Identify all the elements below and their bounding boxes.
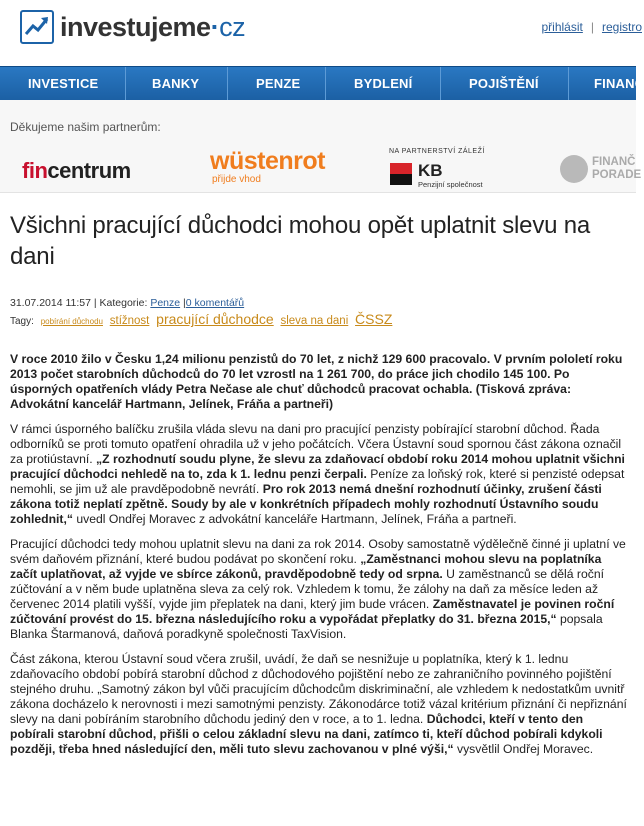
nav-divider bbox=[440, 67, 441, 101]
article-paragraph: Pracující důchodci tedy mohou uplatnit slevu na dani za rok 2014. Osoby samostatně výdělečně činné ji uplatní ve svém daňovém přiznání, které budou podávat po skončení roku. „Zaměstnanci mohou slevu na poplatníka začít uplatňovat, až vyjde ve sbírce zákonů, pravděpodobně tedy od srpna. U zaměstnanců se dělá roční zúčtování a v něm bude uplatněna sleva za celý rok. Vzhledem k tomu, že zálohy na daň za měsíce leden až červenec 2014 platili vyšší, vyjde jim přeplatek na dani, který jim bude vrácen. Zaměstnavatel je povinen roční zúčtování provést do 15. března následujícího roku a vypořádat přeplatky do 31. března 2015,“ popsala Blanka Štarmanová, daňová poradkyně společnosti TaxVision. bbox=[10, 537, 626, 641]
main-navigation bbox=[0, 66, 644, 101]
kb-subtitle: Penzijní společnost bbox=[418, 180, 483, 189]
article-paragraph: V rámci úsporného balíčku zrušila vláda slevu na dani pro pracující penzisty pobírající starobní důchod. Řada odborníků se proti tomuto opatření ohradila už v jeho počátcích. Včera Ústavní soud spornou část zákona označil za protiústavní. „Z rozhodnutí soudu plyne, že slevu za zdaňovací období roku 2014 mohou uplatnit všichni pracující důchodci nehledě na to, zda k 1. lednu penzi čerpali. Peníze za loňský rok, které si penzisté odepsat nemohli, se jim už ale pravděpodobně nevrátí. Pro rok 2013 nemá dnešní rozhodnutí účinky, zrušení části zákona totiž neplatí zpětně. Soudy by ale v konkrétních případech mohly rozhodnutí Ústavního soudu zohlednit,“ uvedl Ondřej Moravec z advokátní kanceláře Hartmann, Jelínek, Fráňa a partneři. bbox=[10, 422, 625, 526]
nav-divider bbox=[568, 67, 569, 101]
article-paragraph: Část zákona, kterou Ústavní soud včera zrušil, uvádí, že daň se nesnižuje u poplatníka, který k 1. lednu zdaňovacího období pobírá starobní důchod z důchodového pojištění nebo ze zahraničního povinného pojištění stejného druhu. „Samotný zákon byl vůči pracujícím důchodcům diskriminační, ale vzhledem k nedostatkům uvnitř zákona docházelo k nerovnosti i mezi samotnými penzisty. Zákonodárce totiž vázal kritérium přiznání či nepřiznání slevy na dani pobíráním starobního důchodu jediný den v roce, a to 1. ledna. Důchodci, kteří v tento den pobírali starobní důchod, přišli o celou základní slevu na dani, zatímco ti, kteří důchod pobírali kdykoli později, třeba hned následující den, měli tuto slevu zachovanou v plné výši,“ vysvětlil Ondřej Moravec. bbox=[10, 652, 627, 756]
partner-logo-fincentrum[interactable]: fincentrum bbox=[22, 158, 131, 183]
tag-link[interactable]: pracující důchodce bbox=[156, 311, 274, 327]
account-links bbox=[528, 20, 643, 34]
partner-logo-wustenrot[interactable]: wüstenrot přijde vhod bbox=[210, 147, 325, 185]
site-header bbox=[0, 0, 642, 66]
login-link[interactable]: přihlásit bbox=[541, 20, 583, 34]
tag-link[interactable]: pobírání důchodu bbox=[40, 317, 103, 326]
financni-poradenstvi-icon[interactable] bbox=[560, 155, 588, 183]
tag-link[interactable]: sleva na dani bbox=[280, 315, 349, 327]
nav-divider bbox=[227, 67, 228, 101]
tags-label: Tagy: bbox=[10, 316, 34, 327]
category-link[interactable]: Penze bbox=[150, 297, 181, 309]
link-separator: | bbox=[590, 20, 594, 34]
article-meta: 31.07.2014 11:57 | Kategorie: Penze |0 komentářů bbox=[10, 297, 245, 309]
kb-logo-icon[interactable] bbox=[390, 163, 412, 185]
logo-text: investujeme·cz bbox=[60, 11, 246, 42]
partners-strip bbox=[0, 100, 642, 193]
nav-divider bbox=[125, 67, 126, 101]
partners-heading: Děkujeme našim partnerům: bbox=[10, 120, 161, 134]
article-tags bbox=[10, 311, 392, 327]
partner-logo-financni-poradenstvi[interactable]: FINANČ PORADE bbox=[592, 156, 642, 181]
site-logo[interactable] bbox=[20, 10, 245, 44]
article-title: Všichni pracující důchodci mohou opět uplatnit slevu na dani bbox=[10, 212, 591, 270]
nav-divider bbox=[325, 67, 326, 101]
chart-arrow-icon bbox=[20, 10, 54, 44]
comments-link[interactable]: 0 komentářů bbox=[185, 297, 245, 309]
tag-link[interactable]: ČSSZ bbox=[355, 311, 393, 327]
kb-slogan: NA PARTNERSTVÍ ZÁLEŽÍ bbox=[389, 148, 485, 155]
tag-link[interactable]: stížnost bbox=[109, 315, 150, 327]
partner-logo-kb[interactable]: KB bbox=[418, 161, 443, 180]
nav-item-bydleni[interactable]: BYDLENÍ bbox=[354, 76, 413, 91]
nav-item-finance[interactable]: FINANC bbox=[594, 76, 644, 91]
nav-item-pojisteni[interactable]: POJIŠTĚNÍ bbox=[469, 76, 539, 91]
article-body bbox=[10, 352, 630, 767]
nav-item-banky[interactable]: BANKY bbox=[152, 76, 200, 91]
nav-item-investice[interactable]: INVESTICE bbox=[28, 76, 99, 91]
register-link[interactable]: registro bbox=[601, 20, 642, 34]
article-lead: V roce 2010 žilo v Česku 1,24 milionu penzistů do 70 let, z nichž 129 600 pracovalo. V prvním pololetí roku 2013 počet starobních důchodců do 70 let vzrostl na 1 261 700, do práce jich chodilo 145 100. Po úsporných opatřeních vlády Petra Nečase ale chuť důchodců pracovat ochabla. (Tisková zpráva: Advokátní kancelář Hartmann, Jelínek, Fráňa a partneři) bbox=[10, 352, 623, 411]
nav-item-penze[interactable]: PENZE bbox=[256, 76, 301, 91]
